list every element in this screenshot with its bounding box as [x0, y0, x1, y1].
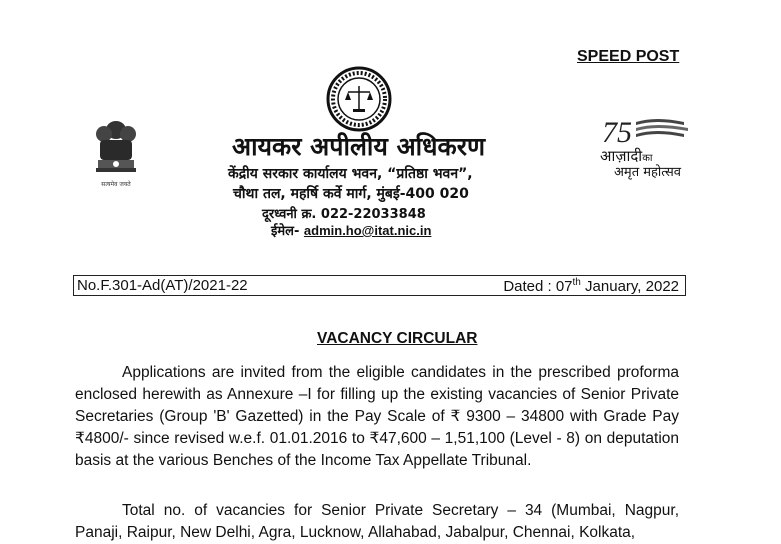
- itat-seal-icon: [326, 66, 392, 132]
- organization-name: आयकर अपीलीय अधिकरण: [232, 132, 486, 161]
- amrit-mahotsav-text: अमृत महोत्सव: [614, 165, 682, 180]
- azadi-ka-amrit-mahotsav-logo: [596, 114, 716, 180]
- body-paragraph-1: Applications are invited from the eligible candidates in the prescribed proforma enclosed herewith as Annexure –I for filling up the existing vacancies of Senior Private Secretaries (Group 'B' Gazetted) in the Pay Scale of ₹ 9300 – 34800 with Grade Pay ₹4800/- since revised w.e.f. 01.01.2016 to ₹47,600 – 1,51,100 (Level - 8) on deputation basis at the various Benches of the Income Tax Appellate Tribunal.: [75, 364, 679, 469]
- azadi-ka-text: का: [642, 153, 653, 164]
- date-suffix: January, 2022: [580, 278, 679, 295]
- reference-box: [73, 275, 686, 296]
- speed-post-label: SPEED POST: [577, 48, 680, 65]
- body-paragraph-2: Total no. of vacancies for Senior Private Secretary – 34 (Mumbai, Nagpur, Panaji, Raipur, New Delhi, Agra, Lucknow, Allahabad, Jabalpur, Chennai, Kolkata,: [75, 502, 679, 541]
- date-prefix: Dated : 07: [503, 278, 573, 295]
- phone-line: दूरध्वनी क्र. 022-22033848: [262, 207, 426, 222]
- email-label: ईमेल-: [271, 224, 304, 239]
- national-emblem-icon: [88, 118, 144, 192]
- email-link[interactable]: admin.ho@itat.nic.in: [303, 223, 432, 238]
- azadi-text: आज़ादी: [600, 147, 643, 165]
- circular-heading: VACANCY CIRCULAR: [317, 330, 478, 347]
- reference-number: No.F.301-Ad(AT)/2021-22: [77, 277, 248, 294]
- email-line: [271, 221, 431, 239]
- address-line-1: केंद्रीय सरकार कार्यालय भवन, “प्रतिष्ठा भवन”,: [228, 166, 473, 182]
- azadi-number: 75: [602, 116, 632, 148]
- date-superscript: th: [572, 277, 581, 288]
- address-line-2: चौथा तल, महर्षि कर्वे मार्ग, मुंबई-400 020: [233, 186, 469, 202]
- emblem-motto: सत्यमेव जयते: [101, 181, 131, 188]
- reference-date: [503, 277, 679, 295]
